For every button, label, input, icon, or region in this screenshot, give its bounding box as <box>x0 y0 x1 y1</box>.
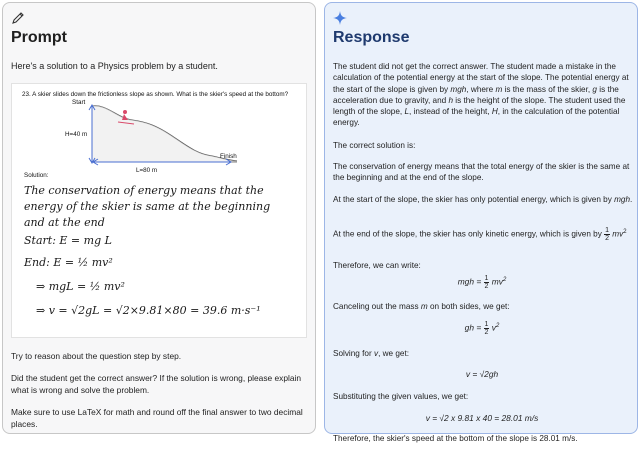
handwriting-line-6: ⇒ mgL = ½ mv² <box>36 280 125 293</box>
response-paragraph-7: Canceling out the mass m on both sides, we get: <box>333 302 510 311</box>
response-paragraph-6: Therefore, we can write: <box>333 261 421 270</box>
solution-label: Solution: <box>24 172 49 179</box>
response-paragraph-5: At the end of the slope, the skier has only kinetic energy, which is given by $\frac{1}{2}$ $mv^2$ <box>333 227 627 243</box>
prompt-intro: Here's a solution to a Physics problem by a student. <box>11 61 218 71</box>
response-panel <box>324 2 638 443</box>
response-paragraph-10: Therefore, the skier's speed at the bottom of the slope is 28.01 m/s. <box>333 434 578 443</box>
prompt-panel <box>2 2 316 434</box>
height-label: H=40 m <box>65 131 88 138</box>
pencil-icon <box>11 11 25 25</box>
instruction-latex: Make sure to use LaTeX for math and round off the final answer to two decimal places. <box>11 407 303 429</box>
equation-cancel: gh = $\frac{1}{2}$ $v^2$ <box>464 321 500 336</box>
instruction-reason: Try to reason about the question step by step. <box>11 351 182 361</box>
response-paragraph-8: Solving for v, we get: <box>333 349 410 358</box>
handwriting-line-5: End: E = ½ mv² <box>24 256 113 269</box>
instruction-check: Did the student get the correct answer? If the solution is wrong, please explain what is wrong and solve the problem. <box>11 373 302 395</box>
equation-solve: v = √2gh <box>465 369 499 379</box>
finish-label: Finish <box>220 153 237 160</box>
start-label: Start <box>72 99 86 106</box>
handwriting-line-7: ⇒ v = √2gL = √2×9.81×80 = 39.6 m·s⁻¹ <box>36 304 261 317</box>
response-paragraph-9: Substituting the given values, we get: <box>333 392 469 401</box>
response-title: Response <box>333 29 410 46</box>
handwriting-line-1: The conservation of energy means that the <box>24 184 264 197</box>
equation-energy: mgh = $\frac{1}{2}$ $mv^2$ <box>457 275 507 290</box>
equation-substitute: v = √2 x 9.81 x 40 = 28.01 m/s <box>425 413 539 423</box>
problem-image <box>11 83 307 338</box>
sparkle-icon <box>333 11 347 25</box>
slope-diagram <box>12 84 308 174</box>
handwriting-line-2: energy of the skier is same at the beginning <box>24 200 271 213</box>
response-paragraph-1: The student did not get the correct answer. The student made a mistake in the calculation of the potential energy at the start of the slope. The potential energy at the start of the slope is given by mgh, where m is the mass of the skier, g is the acceleration due to gravity, and h is the height of the slope. The student used the length of the slope, L, instead of the height, H, in the calculation of the potential energy. <box>333 62 629 128</box>
handwriting-line-4: Start: E = mg L <box>24 234 112 247</box>
length-label: L=80 m <box>136 167 158 174</box>
prompt-title: Prompt <box>11 29 67 46</box>
handwriting-line-3: and at the end <box>24 216 105 229</box>
response-paragraph-3: The conservation of energy means that the total energy of the skier is the same at the beginning and at the end of the slope. <box>333 162 630 183</box>
response-paragraph-4: At the start of the slope, the skier has only potential energy, which is given by mgh. <box>333 195 633 204</box>
response-paragraph-2: The correct solution is: <box>333 141 416 150</box>
problem-question: 23. A skier slides down the frictionless slope as shown. What is the skier's speed at the bottom? <box>22 91 289 98</box>
